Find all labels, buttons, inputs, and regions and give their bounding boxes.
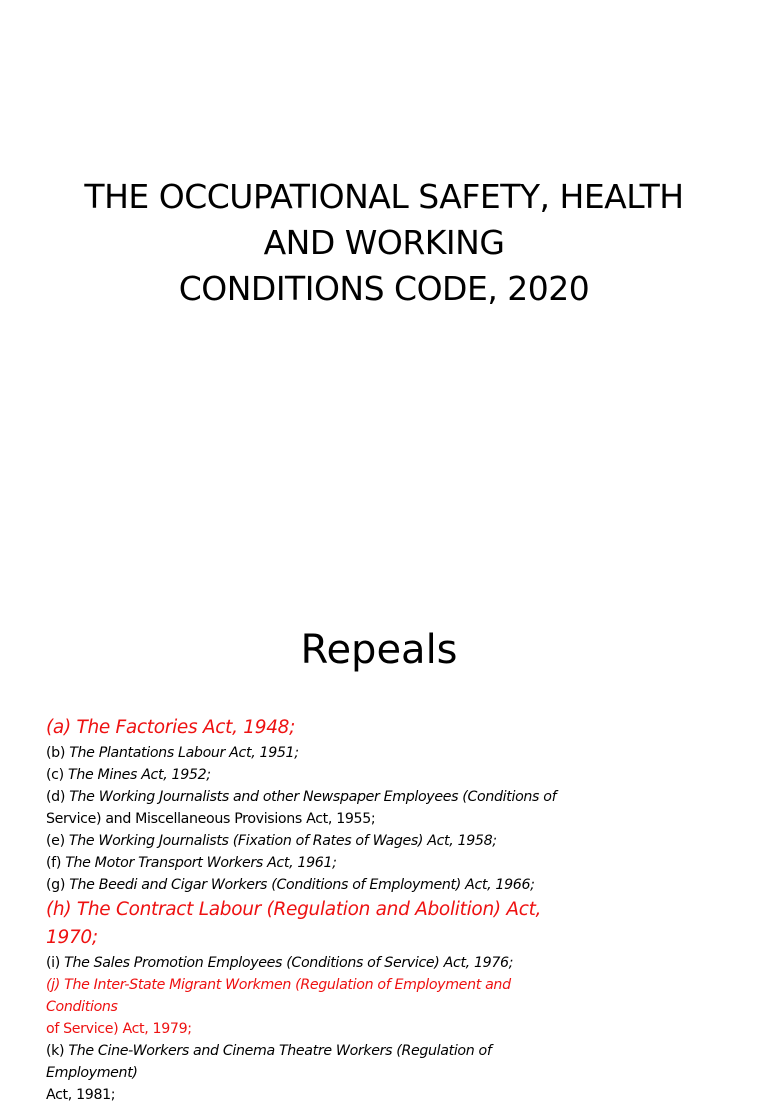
title-line-3: CONDITIONS CODE, 2020 <box>178 269 590 308</box>
repeal-item-h: (h) The Contract Labour (Regulation and Abolition) Act, 1970; <box>46 899 542 948</box>
repeal-item-k: (k) The Cine-Workers and Cinema Theatre Workers (Regulation of Employment) Act, 1981; <box>46 1043 492 1103</box>
repeal-item-i: (i) The Sales Promotion Employees (Conditions of Service) Act, 1976; <box>46 955 514 971</box>
title-line-2: AND WORKING <box>263 223 505 262</box>
repeal-item-d: (d) The Working Journalists and other Newspaper Employees (Conditions of Service) and Miscellaneous Provisions Act, 1955; <box>46 789 557 827</box>
repeal-item-f: (f) The Motor Transport Workers Act, 1961; <box>46 855 337 871</box>
repeals-list <box>46 714 566 1106</box>
repeal-item-e: (e) The Working Journalists (Fixation of Rates of Wages) Act, 1958; <box>46 833 497 849</box>
page-title <box>0 174 768 312</box>
repeal-item-a: (a) The Factories Act, 1948; <box>46 717 296 738</box>
title-line-1: THE OCCUPATIONAL SAFETY, HEALTH <box>84 177 684 216</box>
repeal-item-g: (g) The Beedi and Cigar Workers (Conditions of Employment) Act, 1966; <box>46 877 535 893</box>
repeal-item-c: (c) The Mines Act, 1952; <box>46 767 211 783</box>
repeals-heading: Repeals <box>300 627 458 673</box>
repeal-item-j: (j) The Inter-State Migrant Workmen (Regulation of Employment and Conditions of Service) Act, 1979; <box>46 977 511 1037</box>
repeal-item-b: (b) The Plantations Labour Act, 1951; <box>46 745 299 761</box>
